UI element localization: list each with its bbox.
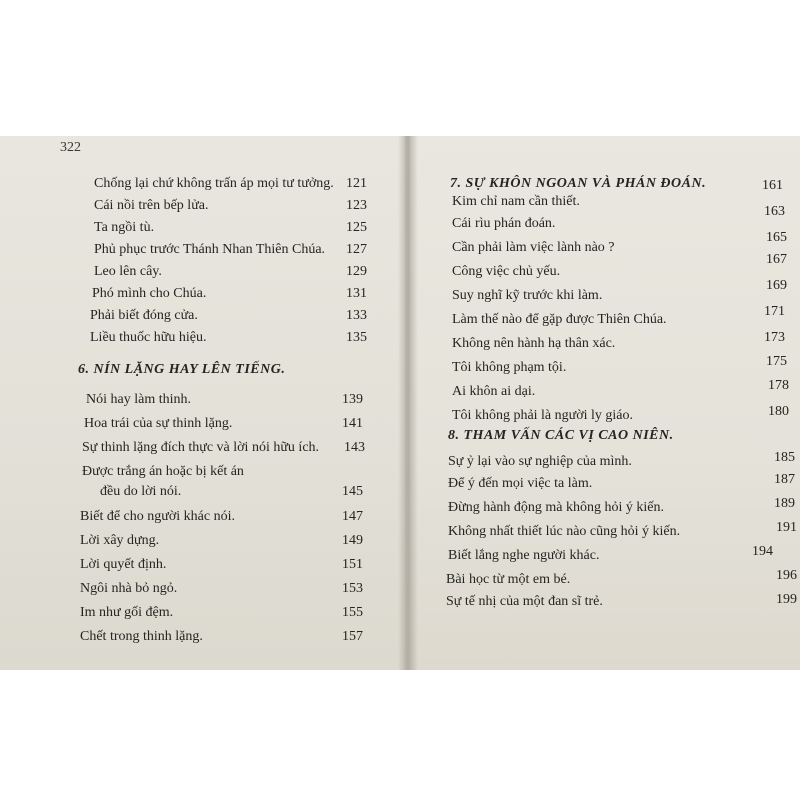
toc-entry-title: Chết trong thinh lặng. bbox=[80, 629, 203, 644]
toc-entry-title: Sự ỷ lại vào sự nghiệp của mình. bbox=[448, 454, 632, 469]
toc-entry-title: Phó mình cho Chúa. bbox=[92, 286, 207, 301]
toc-entry-page: 125 bbox=[346, 220, 367, 235]
toc-entry-title: Không nhất thiết lúc nào cũng hỏi ý kiến. bbox=[448, 524, 681, 539]
toc-entry-title: Suy nghĩ kỹ trước khi làm. bbox=[452, 288, 603, 303]
toc-entry-page: 147 bbox=[342, 509, 363, 524]
toc-entry-title: Hoa trái của sự thinh lặng. bbox=[84, 416, 233, 431]
toc-entry-page: 180 bbox=[768, 404, 789, 419]
left-page bbox=[0, 136, 405, 670]
toc-entry-page: 131 bbox=[346, 286, 367, 301]
toc-entry-title: Làm thế nào để gặp được Thiên Chúa. bbox=[452, 312, 667, 327]
toc-entry-page: 123 bbox=[346, 198, 367, 213]
toc-entry-page: 196 bbox=[776, 568, 797, 583]
section-heading: 6. NÍN LẶNG HAY LÊN TIẾNG. bbox=[78, 362, 286, 377]
toc-entry-page: 167 bbox=[766, 252, 787, 267]
toc-entry-page: 189 bbox=[774, 496, 795, 511]
toc-entry-title: Được trắng án hoặc bị kết án bbox=[82, 464, 244, 479]
toc-entry-title: Tôi không phạm tội. bbox=[452, 360, 567, 375]
toc-entry-page: 139 bbox=[342, 392, 363, 407]
toc-entry-title: Sự thinh lặng đích thực và lời nói hữu ích. bbox=[82, 440, 320, 455]
toc-entry-title: Biết để cho người khác nói. bbox=[80, 509, 235, 524]
toc-entry-page: 165 bbox=[766, 230, 787, 245]
toc-entry-page: 151 bbox=[342, 557, 363, 572]
right-page bbox=[410, 136, 800, 670]
toc-entry-page: 171 bbox=[764, 304, 785, 319]
toc-entry-title: Leo lên cây. bbox=[94, 264, 162, 279]
toc-entry-page: 157 bbox=[342, 629, 363, 644]
toc-entry-page: 133 bbox=[346, 308, 367, 323]
toc-entry-page: 153 bbox=[342, 581, 363, 596]
toc-entry-title: Lời xây dựng. bbox=[80, 533, 160, 548]
toc-entry-page: 163 bbox=[764, 204, 785, 219]
toc-entry-title: Bài học từ một em bé. bbox=[446, 572, 571, 587]
toc-entry-title: Sự tế nhị của một đan sĩ trẻ. bbox=[446, 594, 603, 609]
toc-entry-title: Công việc chủ yếu. bbox=[452, 264, 561, 279]
toc-entry-title: Phải biết đóng cửa. bbox=[90, 308, 198, 323]
toc-entry-page: 143 bbox=[344, 440, 365, 455]
section-heading: 7. SỰ KHÔN NGOAN VÀ PHÁN ĐOÁN. bbox=[450, 176, 707, 191]
toc-entry-page: 127 bbox=[346, 242, 367, 257]
open-book bbox=[0, 136, 800, 670]
toc-entry-title: đều do lời nói. bbox=[100, 484, 182, 499]
toc-entry-title: Không nên hành hạ thân xác. bbox=[452, 336, 616, 351]
page-number: 322 bbox=[60, 140, 81, 155]
toc-entry-page: 187 bbox=[774, 472, 795, 487]
toc-entry-title: Cần phải làm việc lành nào ? bbox=[452, 240, 615, 255]
toc-entry-title: Nói hay làm thinh. bbox=[86, 392, 191, 407]
section-heading: 8. THAM VẤN CÁC VỊ CAO NIÊN. bbox=[448, 428, 674, 443]
toc-entry-page: 199 bbox=[776, 592, 797, 607]
toc-entry-page: 141 bbox=[342, 416, 363, 431]
toc-entry-page: 121 bbox=[346, 176, 367, 191]
toc-entry-title: Ta ngồi tù. bbox=[94, 220, 155, 235]
toc-entry-title: Cái nồi trên bếp lửa. bbox=[94, 198, 209, 213]
toc-entry-page: 169 bbox=[766, 278, 787, 293]
toc-entry-page: 155 bbox=[342, 605, 363, 620]
toc-entry-page: 191 bbox=[776, 520, 797, 535]
toc-entry-page: 178 bbox=[768, 378, 789, 393]
toc-entry-title: Kim chỉ nam cần thiết. bbox=[452, 194, 580, 209]
toc-entry-title: Biết lắng nghe người khác. bbox=[448, 548, 600, 563]
toc-entry-title: Im như gối đệm. bbox=[80, 605, 174, 620]
toc-entry-title: Tôi không phải là người ly giáo. bbox=[452, 408, 634, 423]
toc-entry-title: Ngôi nhà bỏ ngỏ. bbox=[80, 581, 178, 596]
toc-entry-page: 161 bbox=[762, 178, 783, 193]
toc-entry-page: 135 bbox=[346, 330, 367, 345]
toc-entry-page: 149 bbox=[342, 533, 363, 548]
toc-entry-page: 185 bbox=[774, 450, 795, 465]
toc-entry-title: Chống lại chứ không trấn áp mọi tư tưởng. bbox=[94, 176, 334, 191]
toc-entry-title: Ai khôn ai dại. bbox=[452, 384, 536, 399]
toc-entry-title: Đừng hành động mà không hỏi ý kiến. bbox=[448, 500, 665, 515]
toc-entry-title: Phủ phục trước Thánh Nhan Thiên Chúa. bbox=[94, 242, 326, 257]
toc-entry-page: 129 bbox=[346, 264, 367, 279]
book-gutter bbox=[398, 136, 418, 670]
toc-entry-title: Để ý đến mọi việc ta làm. bbox=[448, 476, 593, 491]
toc-entry-page: 173 bbox=[764, 330, 785, 345]
toc-entry-page: 194 bbox=[752, 544, 773, 559]
toc-entry-page: 175 bbox=[766, 354, 787, 369]
toc-entry-title: Liều thuốc hữu hiệu. bbox=[90, 330, 207, 345]
toc-entry-title: Cái rìu phán đoán. bbox=[452, 216, 556, 231]
toc-entry-title: Lời quyết định. bbox=[80, 557, 167, 572]
toc-entry-page: 145 bbox=[342, 484, 363, 499]
